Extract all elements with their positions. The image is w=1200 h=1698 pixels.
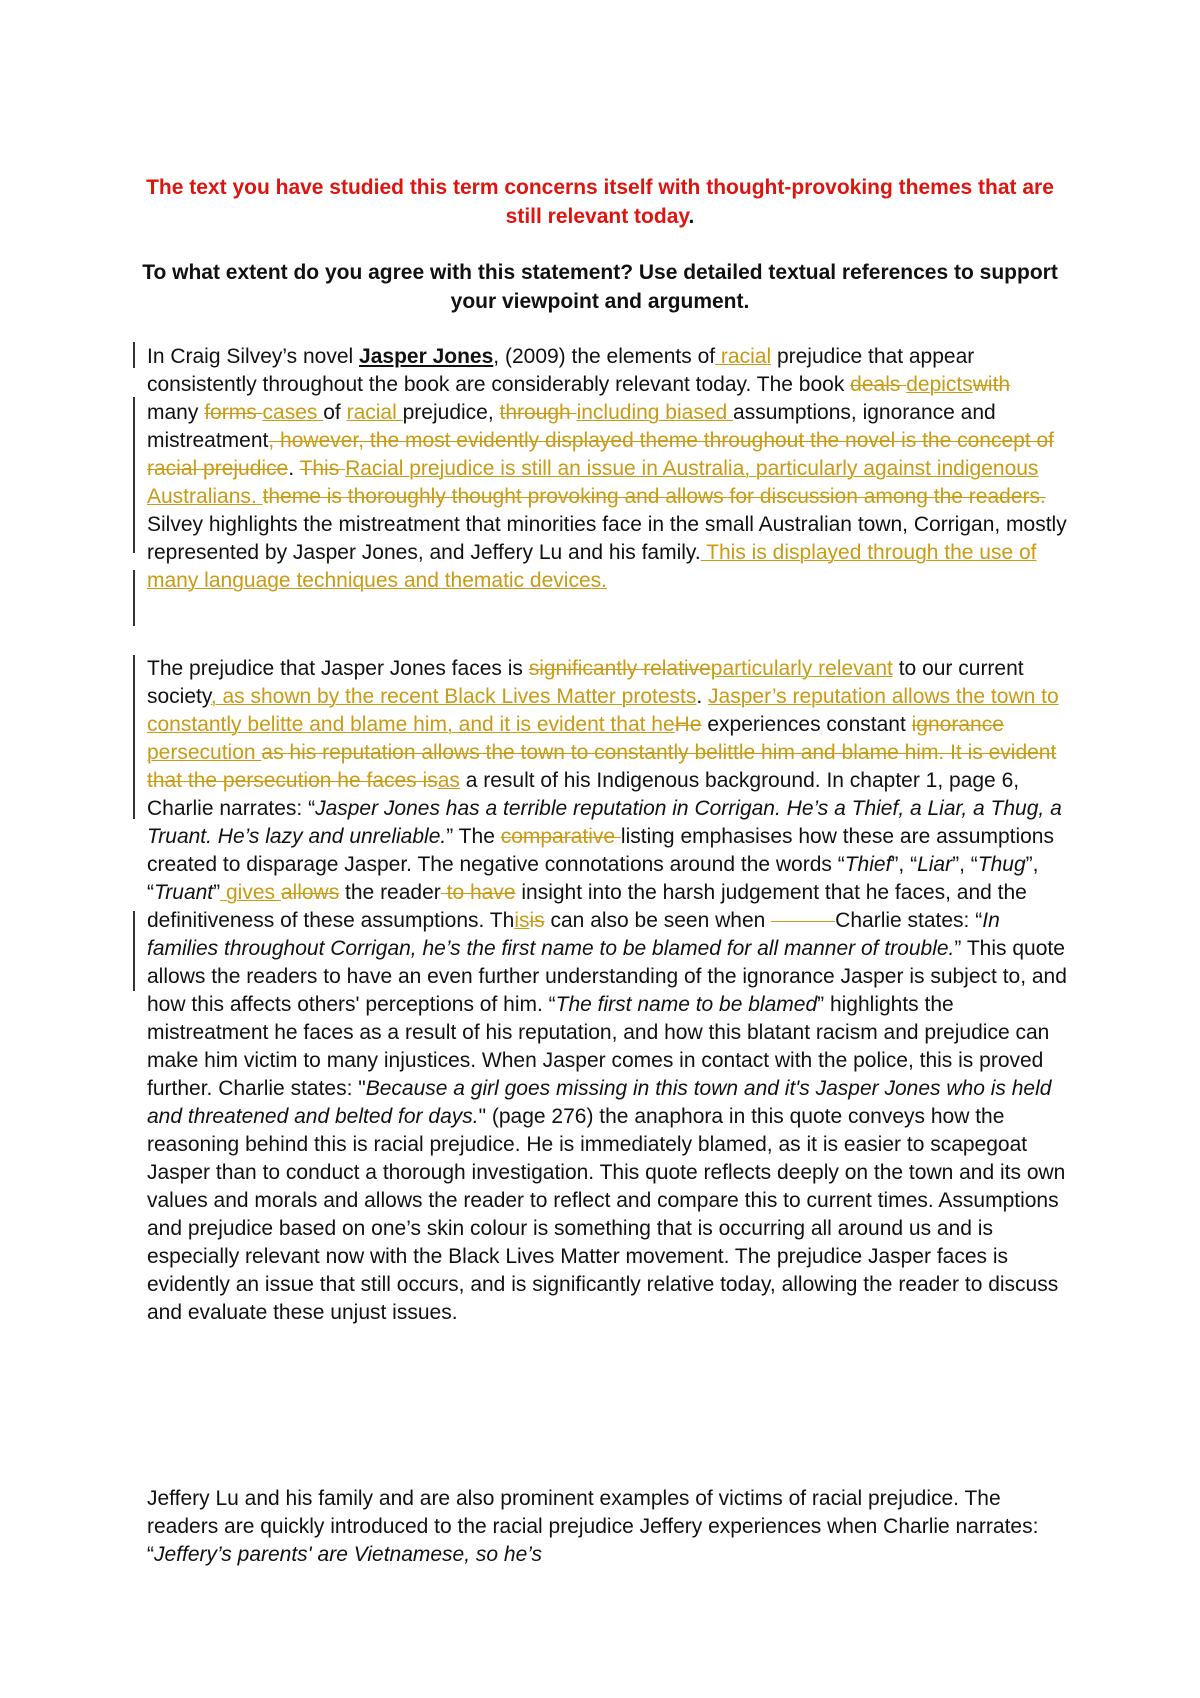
tracked-deletion[interactable]: This (299, 457, 346, 480)
tracked-deletion[interactable]: , however, the most evidently displayed theme throughout the novel is the concept of racial prejudice (147, 429, 1055, 480)
quote: Thug (977, 853, 1026, 876)
book-title: Jasper Jones (359, 345, 494, 368)
tracked-deletion[interactable]: ignorance (911, 713, 1004, 736)
essay-question: To what extent do you agree with this statement? Use detailed textual references to support your viewpoint and argument. (142, 261, 1058, 313)
text-run: In Craig Silvey’s novel (147, 345, 360, 368)
text-run: prejudice that appear consistently throughout the book are considerably relevant today. The book (147, 345, 975, 396)
text-run: " (page 276) the anaphora in this quote conveys how the reasoning behind this is racial prejudice. He is immediately blamed, as it is easier to scapegoat Jasper than to conduct a thorough investigation. This quote reflects deeply on the town and its own values and morals and allows the reader to reflect and compare this to current times. Assumptions and prejudice based on one’s skin colour is something that is occurring all around us and is especially relevant now with the Black Lives Matter movement. The prejudice Jasper faces is evidently an issue that still occurs, and is significantly relative today, allowing the reader to discuss and evaluate these unjust issues. (147, 1105, 1066, 1324)
prompt-period: . (688, 205, 695, 228)
tracked-insertion[interactable]: particularly relevant (710, 657, 893, 680)
essay-prompt (140, 173, 1060, 231)
tracked-insertion[interactable]: gives (220, 881, 281, 904)
tracked-deletion[interactable]: through (499, 401, 577, 424)
tracked-deletion[interactable]: comparative (500, 825, 621, 848)
text-run: The prejudice that Jasper Jones faces is (147, 657, 529, 680)
text-run: ” The (446, 825, 501, 848)
text-run: Jeffery Lu and his family and are also prominent examples of victims of racial prejudice. The readers are quickly introduced to the racial prejudice Jeffery experiences when Charlie narrates: “ (147, 1487, 1039, 1566)
text-run: Charlie states: “ (835, 909, 983, 932)
tracked-insertion[interactable]: This is displayed through the use of many language techniques and thematic devices. (147, 541, 1037, 592)
tracked-insertion[interactable]: as (437, 769, 460, 792)
tracked-deletion[interactable]: deals (850, 373, 907, 396)
text-run: ” highlights the mistreatment he faces as a result of his reputation, and how this blatant racism and prejudice can make him victim to many injustices. When Jasper comes in contact with the police, this is proved further. Charlie states: " (147, 993, 1050, 1100)
quote: Liar (917, 853, 953, 876)
quote: The first name to be blamed (555, 993, 818, 1016)
text-run: . (288, 457, 300, 480)
tracked-deletion[interactable]: theme is thoroughly thought provoking and allows for discussion among the readers. (262, 485, 1046, 508)
tracked-insertion[interactable]: is (514, 909, 530, 932)
tracked-insertion[interactable]: cases (262, 401, 324, 424)
text-run: of (323, 401, 347, 424)
change-bar (133, 342, 135, 368)
tracked-deletion[interactable]: forms (204, 401, 263, 424)
text-run: ” This quote allows the readers to have an even further understanding of the ignorance Jasper is subject to, and how this affects others' perceptions of him. “ (147, 937, 1067, 1016)
change-bar (133, 397, 135, 553)
text-run: ”, “ (891, 853, 918, 876)
paragraph-introduction (147, 343, 1067, 595)
text-run: , (2009) the elements of (493, 345, 716, 368)
paragraph-jasper-jones (147, 655, 1067, 1327)
text-run: insight into the harsh judgement that he faces, and the definitiveness of these assumptions. Th (147, 881, 1027, 932)
text-run: ” (213, 881, 221, 904)
text-run: ”, “ (952, 853, 978, 876)
tracked-deletion[interactable]: significantly relative (528, 657, 711, 680)
tracked-insertion[interactable]: racial (346, 401, 403, 424)
text-run: the reader (339, 881, 441, 904)
tracked-deletion[interactable]: allows (280, 881, 340, 904)
text-run: can also be seen when (544, 909, 772, 932)
quote: Truant (154, 881, 214, 904)
tracked-insertion[interactable]: Racial prejudice is still an issue in Australia, particularly against indigenous Australians. (147, 457, 1039, 508)
text-run: a result of his Indigenous background. In chapter 1, page 6, Charlie narrates: “ (147, 769, 1020, 820)
tracked-deletion[interactable]: is (529, 909, 545, 932)
tracked-insertion[interactable]: racial (715, 345, 772, 368)
text-run: ”, “ (147, 853, 1039, 904)
paragraph-jeffery-lu (147, 1485, 1067, 1569)
text-run: . (696, 685, 709, 708)
quote: Jasper Jones has a terrible reputation in Corrigan. He’s a Thief, a Liar, a Thug, a Truant. He’s lazy and unreliable. (147, 797, 1062, 848)
deleted-space-mark[interactable] (771, 921, 835, 922)
text-run: Silvey highlights the mistreatment that minorities face in the small Australian town, Corrigan, mostly represented by Jasper Jones, and Jeffery Lu and his family. (147, 513, 1067, 564)
text-run: prejudice, (402, 401, 500, 424)
text-run: listing emphasises how these are assumptions created to disparage Jasper. The negative connotations around the words “ (147, 825, 1054, 876)
prompt-statement: The text you have studied this term concerns itself with thought-provoking themes that are still relevant today (146, 176, 1054, 228)
tracked-insertion[interactable]: , as shown by the recent Black Lives Matter protests (210, 685, 697, 708)
text-run: experiences constant (701, 713, 912, 736)
text-run: many (147, 401, 205, 424)
tracked-insertion[interactable]: persecution (147, 741, 262, 764)
quote: Jeffery’s parents' are Vietnamese, so he’s (154, 1543, 543, 1566)
text-run: assumptions, ignorance and mistreatment (147, 401, 996, 452)
quote: In families throughout Corrigan, he’s the first name to be blamed for all manner of trouble. (147, 909, 1000, 960)
change-bar (133, 655, 135, 819)
tracked-deletion[interactable]: He (674, 713, 702, 736)
text-run: to our current society (147, 657, 1024, 708)
tracked-deletion[interactable]: with (972, 373, 1011, 396)
tracked-deletion[interactable]: as his reputation allows the town to constantly belittle him and blame him. It is evident that the persecution he faces is (147, 741, 1057, 792)
quote: Thief (844, 853, 892, 876)
tracked-deletion[interactable]: to have (440, 881, 516, 904)
tracked-insertion[interactable]: including biased (576, 401, 734, 424)
quote: Because a girl goes missing in this town and it's Jasper Jones who is held and threatened and belted for days. (147, 1077, 1052, 1128)
tracked-insertion[interactable]: depicts (906, 373, 973, 396)
change-bar (133, 911, 135, 991)
change-bar (133, 570, 135, 626)
tracked-insertion[interactable]: Jasper’s reputation allows the town to constantly belitte and blame him, and it is evident that he (147, 685, 1059, 736)
